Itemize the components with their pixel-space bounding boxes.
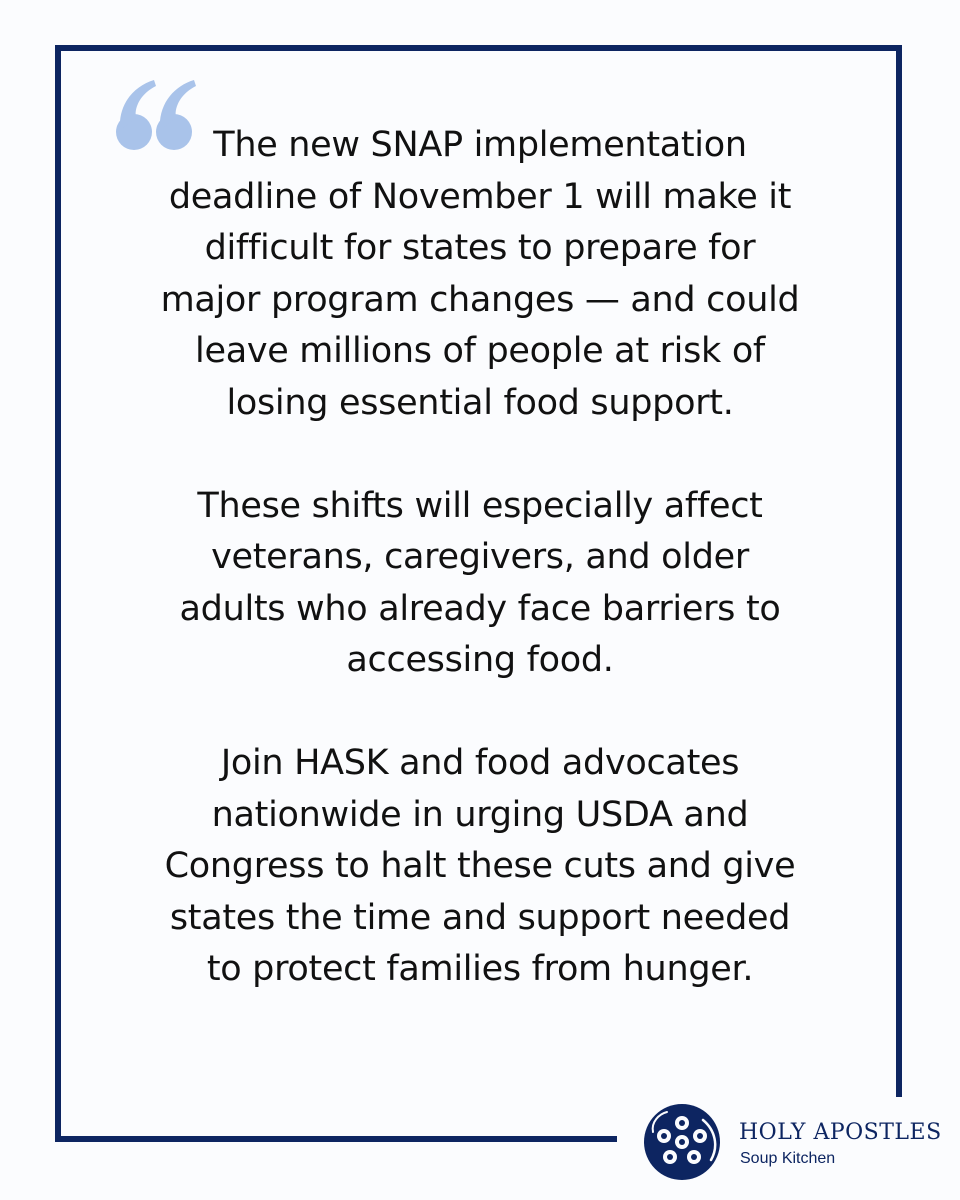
quote-line: Congress to halt these cuts and give xyxy=(164,846,796,886)
quote-paragraph xyxy=(90,738,870,996)
quote-line: accessing food. xyxy=(346,640,614,680)
quote-line: states the time and support needed xyxy=(169,897,791,938)
quote-line: adults who already face barriers to xyxy=(179,588,781,629)
holy-apostles-logo-icon xyxy=(641,1102,725,1182)
quote-paragraph xyxy=(90,481,870,687)
quote-body xyxy=(90,120,870,996)
frame-border-right xyxy=(896,45,902,1097)
quote-line: leave millions of people at risk of xyxy=(195,331,765,371)
quote-line: deadline of November 1 will make it xyxy=(168,176,792,217)
quote-paragraph xyxy=(90,120,870,429)
quote-line: veterans, caregivers, and older xyxy=(211,537,749,577)
quote-line: The new SNAP implementation xyxy=(213,125,747,165)
frame-border-top xyxy=(55,45,902,51)
quote-line: to protect families from hunger. xyxy=(206,949,754,989)
organization-name: HOLY APOSTLES xyxy=(739,1120,942,1145)
quote-line: difficult for states to prepare for xyxy=(204,228,756,268)
quote-line: Join HASK and food advocates xyxy=(220,743,740,783)
organization-subtitle: Soup Kitchen xyxy=(740,1150,836,1167)
quote-line: losing essential food support. xyxy=(226,382,734,423)
quote-line: These shifts will especially affect xyxy=(197,485,763,526)
frame-border-bottom xyxy=(55,1136,617,1142)
quote-line: nationwide in urging USDA and xyxy=(211,794,749,835)
quote-line: major program changes — and could xyxy=(160,279,800,320)
frame-border-left xyxy=(55,45,61,1142)
